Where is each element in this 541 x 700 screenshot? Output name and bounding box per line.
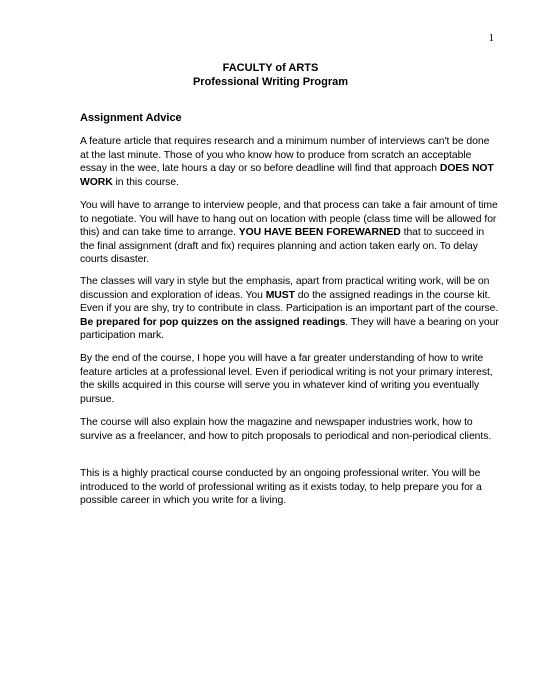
paragraph-text: This is a highly practical course conducted by an ongoing professional writer. You will be introduced to the world of professional writing as it exists today, to help prepare you for a possible career in which you write for a living.	[80, 468, 482, 506]
faculty-heading: FACULTY of ARTS	[222, 62, 319, 74]
paragraph-text: that to succeed in the final assignment (draft and fix) requires planning and action taken early on. To delay courts disaster.	[80, 227, 485, 265]
paragraph-industry	[80, 416, 500, 443]
paragraph-interviews	[80, 199, 500, 267]
paragraph-practical-course	[80, 467, 500, 508]
emphasis-text: MUST	[265, 289, 295, 301]
paragraph-text: . They will have a bearing on your participation mark.	[80, 316, 499, 341]
paragraph-outcomes	[80, 352, 500, 406]
paragraph-text: The classes will vary in style but the emphasis, apart from practical writing work, will be on discussion and exploration of ideas. You	[80, 276, 490, 301]
emphasis-text: Be prepared for pop quizzes on the assigned readings	[80, 316, 346, 328]
paragraph-classes	[80, 275, 500, 343]
emphasis-text: DOES NOT WORK	[80, 163, 494, 188]
emphasis-text: YOU HAVE BEEN FOREWARNED	[238, 227, 401, 238]
page-number: 1	[488, 32, 494, 44]
paragraph-text: You will have to arrange to interview people, and that process can take a fair amount of time to negotiate. You will have to hang out on location with people (class time will be allowed for this) and can take time to arrange.	[80, 200, 498, 238]
section-title: Assignment Advice	[80, 112, 182, 124]
paragraph-text: The course will also explain how the magazine and newspaper industries work, how to survive as a freelancer, and how to pitch proposals to periodical and non-periodical clients.	[80, 417, 492, 442]
paragraph-text: A feature article that requires research and a minimum number of interviews can't be done at the last minute. Those of you who know how to produce from scratch an acceptable essay in the wee, late hours a day or so before deadline will find that approach	[80, 136, 490, 174]
paragraph-text: in this course.	[112, 176, 179, 188]
paragraph-deadline-warning	[80, 135, 500, 189]
paragraph-text: do the assigned readings in the course kit. Even if you are shy, try to contribute in class. Participation is an important part of the course.	[80, 289, 499, 314]
program-heading: Professional Writing Program	[192, 76, 349, 88]
paragraph-text: By the end of the course, I hope you will have a far greater understanding of how to write feature articles at a professional level. Even if periodical writing is not your primary interest, the skills acquired in this course will serve you in whatever kind of writing you eventually pursue.	[80, 353, 493, 405]
